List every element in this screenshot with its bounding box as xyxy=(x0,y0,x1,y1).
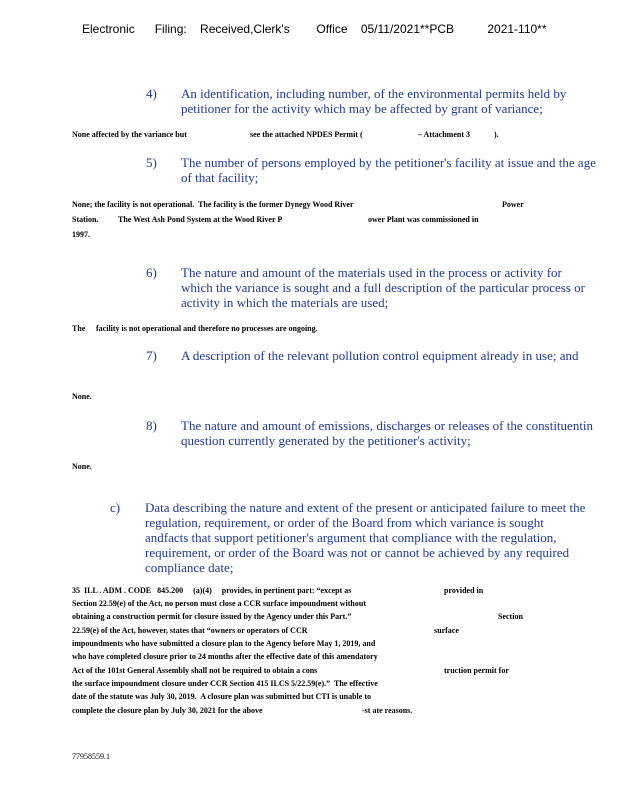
item-number: 4) xyxy=(146,86,157,101)
item-number: 6) xyxy=(146,265,157,280)
item-6 xyxy=(146,265,596,310)
item-4 xyxy=(146,86,596,116)
response-7: None. xyxy=(72,392,92,401)
item-text: The nature and amount of emissions, discharges or releases of the constituentin question currently generated by the petitioner's activity; xyxy=(181,418,594,448)
item-c xyxy=(110,500,590,575)
item-text: An identification, including number, of the environmental permits held by petitioner for the activity which may be affected by grant of variance; xyxy=(181,86,567,116)
item-number: 8) xyxy=(146,418,157,433)
item-text: The nature and amount of the materials used in the process or activity for which the variance is sought and a full description of the particular process or activity in which the materials are used; xyxy=(181,265,585,310)
item-text: The number of persons employed by the petitioner's facility at issue and the age of that facility; xyxy=(181,155,596,185)
item-text: A description of the relevant pollution control equipment already in use; and xyxy=(181,348,579,363)
response-8: None. xyxy=(72,462,92,471)
item-letter: c) xyxy=(110,500,121,515)
item-7 xyxy=(146,348,596,363)
filing-header: Electronic Filing: Received,Clerk's Office 05/11/2021**PCB 2021-110** xyxy=(82,22,547,36)
item-8 xyxy=(146,418,596,448)
item-5 xyxy=(146,155,596,185)
item-number: 7) xyxy=(146,348,157,363)
document-id: 77958559.1 xyxy=(72,752,110,761)
item-text: Data describing the nature and extent of the present or anticipated failure to meet the regulation, requirement, or order of the Board from which variance is sought andfacts that support petitioner's argument that compliance with the regulation, requirement, or order of the Board was not or cannot be achieved by any required compliance date; xyxy=(145,500,586,575)
item-number: 5) xyxy=(146,155,157,170)
